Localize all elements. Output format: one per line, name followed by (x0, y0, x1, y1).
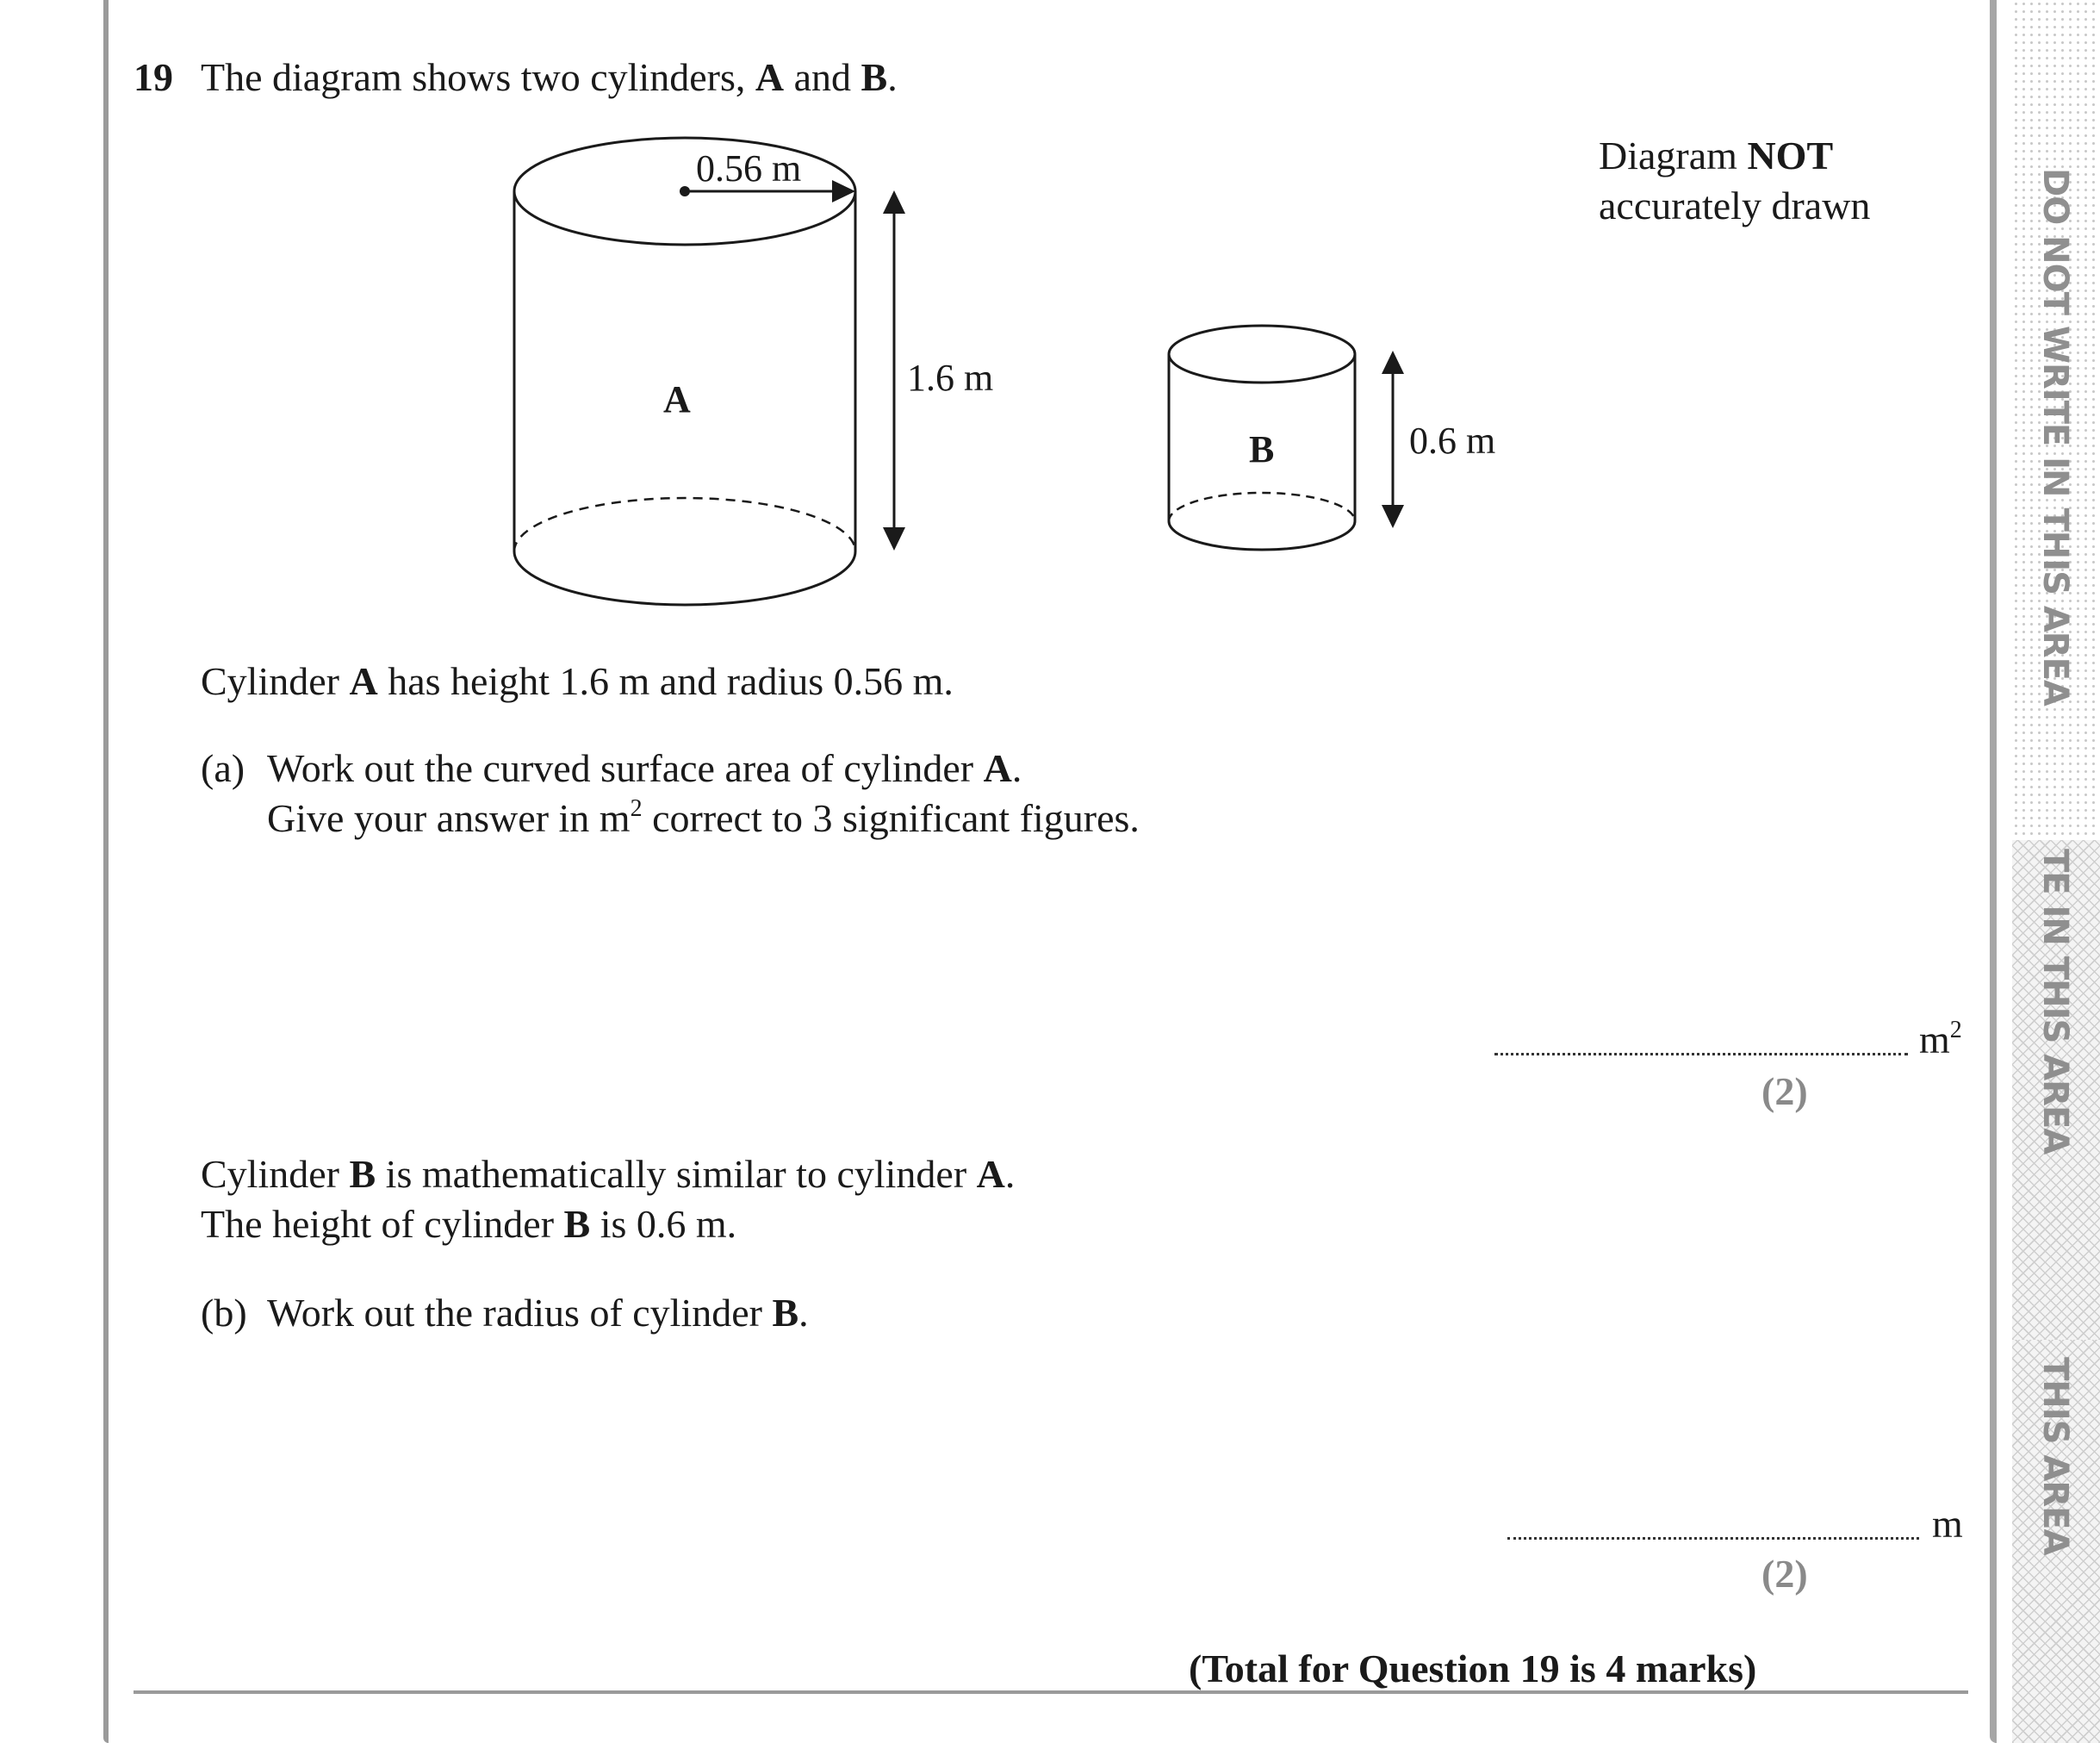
part-a-precision-note: Give your answer in $m^2$ correct to 3 significant figures. (267, 795, 1140, 840)
part-a-marks: (2) (1761, 1069, 1808, 1113)
part-b-label: (b) (201, 1291, 247, 1335)
cylinders-diagram (0, 0, 2100, 655)
margin-warning-text: THIS AREA (2035, 1357, 2075, 1555)
question-total-marks: (Total for Question 19 is 4 marks) (1189, 1647, 1757, 1690)
question-number: 19 (134, 55, 173, 99)
height-label-a: 1.6 m (907, 357, 994, 399)
cylinder-label-a: A (663, 378, 691, 420)
part-b-marks: (2) (1761, 1552, 1808, 1596)
margin-warning-text: TE IN THIS AREA (2035, 849, 2075, 1155)
height-label-b: 0.6 m (1409, 420, 1496, 462)
radius-label-a: 0.56 m (696, 147, 802, 190)
part-b-answer-line[interactable] (1507, 1537, 1919, 1540)
cylinder-a-info: Cylinder A has height 1.6 m and radius 0.56 m. (201, 659, 954, 703)
question-stem: The diagram shows two cylinders, A and B. (201, 55, 898, 99)
diagram-not-accurate-note: Diagram NOT accurately drawn (1599, 134, 1871, 227)
cylinder-b-height-info: The height of cylinder B is 0.6 m. (201, 1202, 737, 1246)
arrow-head-down (883, 527, 905, 551)
margin-warning-text: DO NOT WRITE IN THIS AREA (2035, 168, 2075, 706)
cylinder-b-similarity-info: Cylinder B is mathematically similar to cylinder A. (201, 1152, 1016, 1196)
arrow-head-down (1382, 505, 1404, 528)
part-a-answer-line[interactable] (1494, 1053, 1908, 1055)
cylinder-label-b: B (1249, 428, 1275, 470)
arrow-head-up (1382, 351, 1404, 374)
arrow-head-up (883, 190, 905, 214)
part-b-unit: m (1932, 1502, 1963, 1546)
part-b-instruction: Work out the radius of cylinder B. (267, 1291, 809, 1335)
part-a-unit: $m^2$ (1919, 1017, 1962, 1061)
part-a-label: (a) (201, 746, 245, 790)
cylinder-a (514, 138, 855, 605)
part-a-instruction: Work out the curved surface area of cylinder A. (267, 746, 1022, 790)
